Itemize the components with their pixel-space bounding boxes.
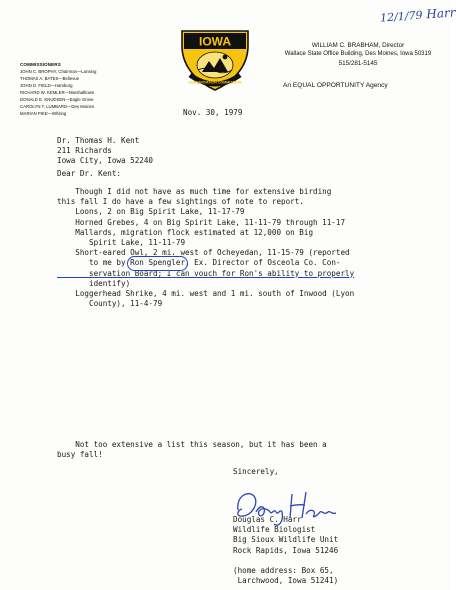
signature-block [233,515,338,586]
home-address-line: (home address: Box 65, [233,566,334,576]
valediction: Sincerely, [233,467,279,476]
sighting-mallards-cont: Spirit Lake, 11-11-79 [57,238,186,248]
sighting-grebes: Horned Grebes, 4 on Big Spirit Lake, 11-11-79 through 11-17 [57,217,346,227]
commissioner-name: CAROLYN T. LUMBARD—Des Moines [20,104,95,109]
sighting-owl: Short-eared Owl, 2 mi. west of Ocheyedan, 11-15-79 (reported [57,248,350,258]
addressee-line: Dr. Thomas H. Kent [57,136,140,145]
director-name: WILLIAM C. BRABHAM, Director [311,42,405,49]
sighting-loons: Loons, 2 on Big Spirit Lake, 11-17-79 [57,207,245,217]
addressee-line: 211 Richards [57,146,112,156]
owl-text: to me by [57,258,131,268]
commissioner-name: RICHARD W. KEMLER—Marshalltown [20,90,95,95]
sighting-owl-cont: identify) [57,278,131,288]
iowa-conservation-seal-logo [176,28,254,92]
letter-body [57,187,354,309]
circled-name-ron-spengler: Ron Spengler [130,258,186,268]
office-phone: 515/281-5145 [338,60,378,67]
sighting-shrike-cont: County), 11-4-79 [57,299,163,309]
annotation-name: Harr [425,5,456,22]
closing-paragraph [57,440,327,460]
letter-date: Nov. 30, 1979 [183,108,243,117]
commissioner-name: JOHN D. FIELD—Hamburg [20,83,73,88]
commissioners-heading: COMMISSIONERS [20,62,61,67]
commissioner-name: MARIAN PIKE—Whiting [20,111,67,116]
addressee-block [57,136,153,167]
salutation: Dear Dr. Kent: [57,169,122,178]
body-line: this fall I do have a few sightings of note to report. [57,197,304,207]
blank-line [233,556,338,566]
commissioner-name: THOMAS A. BATES—Bellevue [20,76,80,81]
seal-caption: CONSERVATION COMMISSION [188,80,242,85]
closing-line: Not too extensive a list this season, but it has been a [57,440,327,449]
annotation-date: 12/1/79 [379,8,423,25]
closing-line: busy fall! [57,450,103,460]
handwritten-annotation [380,5,456,24]
signer-title: Wildlife Biologist [233,525,316,535]
home-address-line: Larchwood, Iowa 51241) [233,576,339,586]
commissioner-name: JOHN C. BROPHY, Chairman—Lansing [20,69,97,74]
commissioners-list [20,62,96,117]
addressee-line: Iowa City, Iowa 52240 [57,156,154,166]
office-address: Wallace State Office Building, Des Moines, Iowa 50319 [284,51,432,57]
sighting-owl-cont: servation Board; I can vouch for Ron's ability to properly [57,268,355,278]
signer-unit: Big Sioux Wildlife Unit [233,535,339,545]
body-line: Though I did not have as much time for extensive birding [57,187,332,196]
director-block [266,41,450,68]
sighting-shrike: Loggerhead Shrike, 4 mi. west and 1 mi. south of Inwood (Lyon [57,289,355,299]
signer-city: Rock Rapids, Iowa 51246 [233,545,339,555]
sighting-owl-cont [57,258,354,268]
sun-icon [223,55,228,60]
eeo-statement: An EQUAL OPPORTUNITY Agency [283,82,388,89]
seal-title: IOWA [199,34,231,49]
owl-text: , Ex. Director of Osceola Co. Con- [185,258,341,268]
commissioner-name: DONALD E. KNUDSEN—Eagle Grove [20,97,94,102]
signer-name: Douglas C. Harr [233,515,302,524]
sighting-mallards: Mallards, migration flock estimated at 12,000 on Big [57,227,314,237]
